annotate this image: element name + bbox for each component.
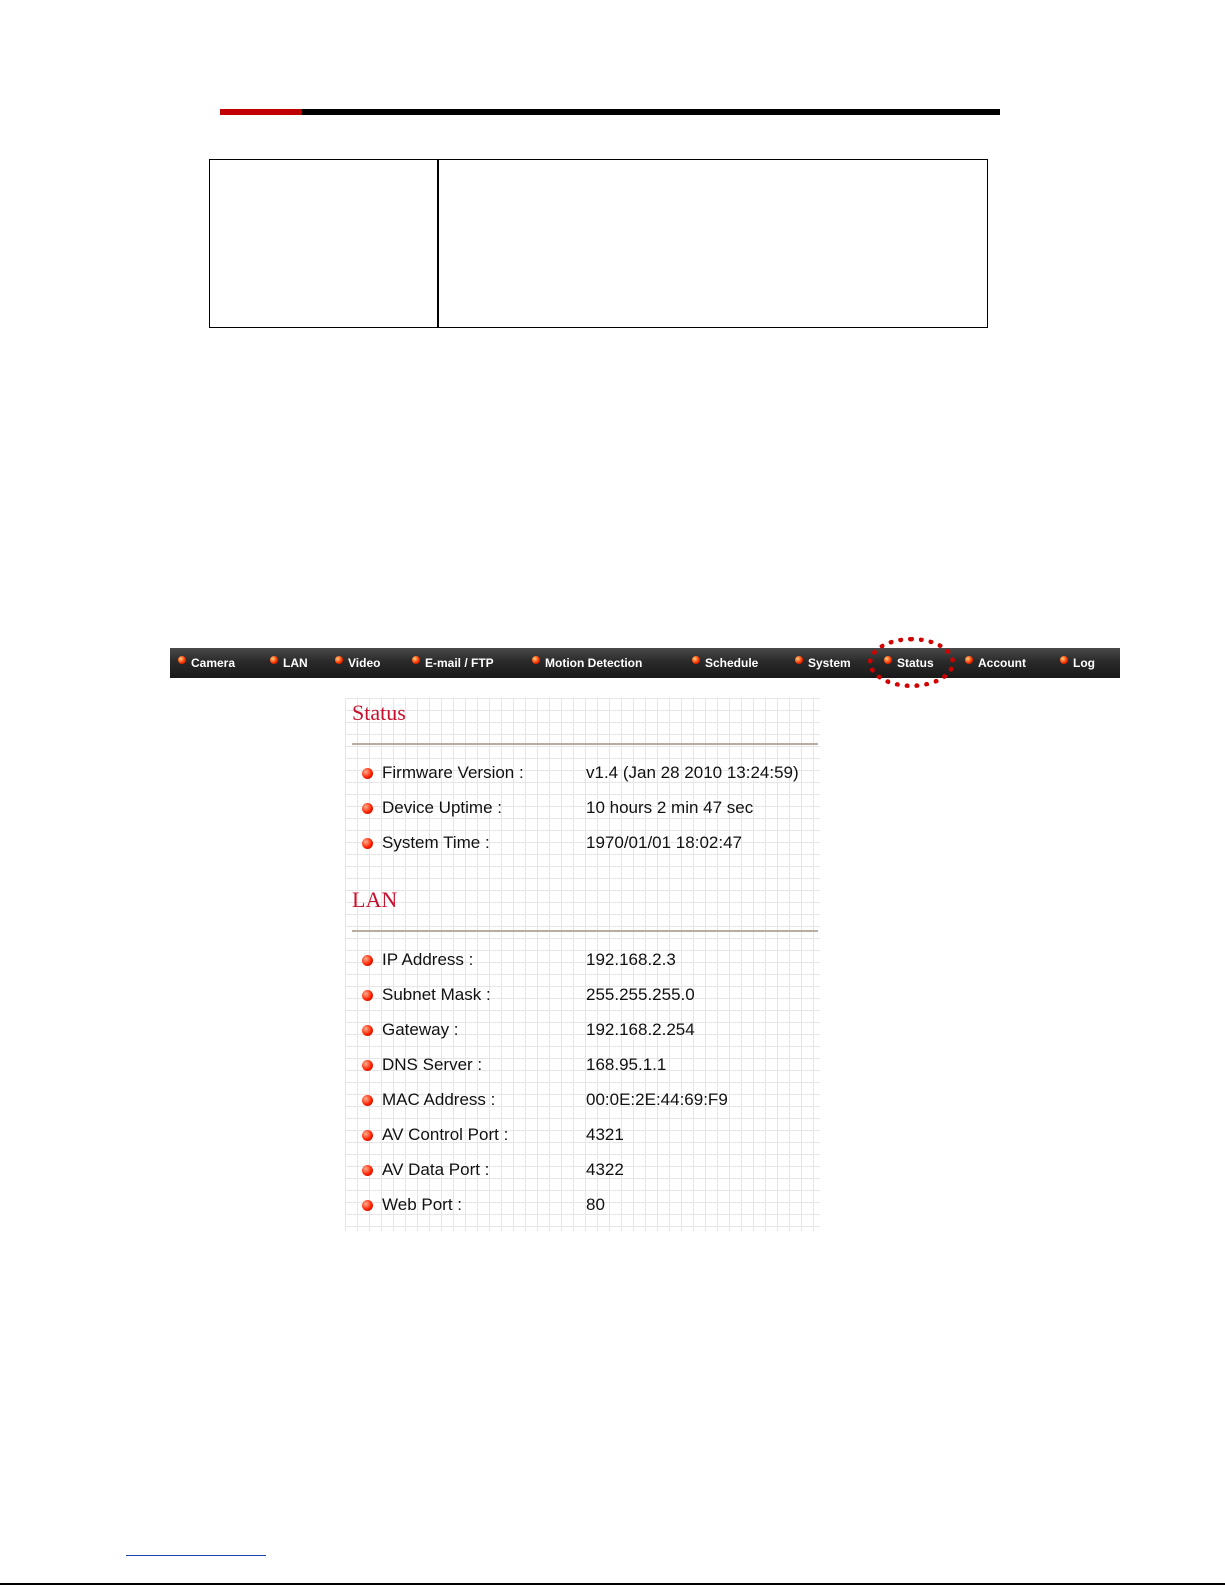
header-rule-accent [220,109,302,115]
bullet-icon [692,656,700,664]
status-row-system-time [362,831,822,855]
nav-item-label: Camera [191,656,236,670]
nav-item-status[interactable] [884,648,934,678]
row-label: System Time : [382,833,490,852]
bullet-icon [178,656,186,664]
lan-section-title: LAN [352,887,398,912]
nav-item-label: Schedule [705,656,759,670]
bullet-icon [795,656,803,664]
nav-item-schedule[interactable] [692,648,758,678]
status-panel [345,698,820,1231]
nav-item-account[interactable] [965,648,1026,678]
nav-item-label: Log [1073,656,1095,670]
row-value: 80 [586,1195,605,1214]
bullet-icon [362,838,373,849]
row-label: MAC Address : [382,1090,496,1109]
footer-link-underline [126,1555,266,1556]
bullet-icon [362,1130,373,1141]
lan-row-subnet-mask [362,983,822,1007]
row-label: DNS Server : [382,1055,483,1074]
nav-item-label: System [808,656,851,670]
bullet-icon [412,656,420,664]
nav-item-motion-detection[interactable] [532,648,642,678]
lan-row-gateway [362,1018,822,1042]
row-label: IP Address : [382,950,474,969]
row-value: 4322 [586,1160,624,1179]
nav-bar [170,648,1120,678]
status-row-firmware [362,761,822,785]
lan-row-av-control-port [362,1123,822,1147]
bullet-icon [1060,656,1068,664]
lan-row-dns-server [362,1053,822,1077]
row-label: Device Uptime : [382,798,502,817]
bullet-icon [362,803,373,814]
row-value: 10 hours 2 min 47 sec [586,798,754,817]
row-label: Firmware Version : [382,763,524,782]
row-value: 255.255.255.0 [586,985,695,1004]
lan-row-mac-address [362,1088,822,1112]
row-label: AV Data Port : [382,1160,490,1179]
row-label: Gateway : [382,1020,459,1039]
bullet-icon [965,656,973,664]
row-label: AV Control Port : [382,1125,509,1144]
row-label: Web Port : [382,1195,462,1214]
row-value: 192.168.2.3 [586,950,676,969]
nav-item-label: Motion Detection [545,656,643,670]
bullet-icon [362,1025,373,1036]
bullet-icon [362,990,373,1001]
nav-item-label: LAN [283,656,308,670]
row-value: 00:0E:2E:44:69:F9 [586,1090,728,1109]
nav-item-video[interactable] [335,648,380,678]
bullet-icon [335,656,343,664]
nav-item-label: Video [348,656,381,670]
nav-item-email-ftp[interactable] [412,648,494,678]
nav-item-label: Account [978,656,1026,670]
bullet-icon [362,1060,373,1071]
row-value: 4321 [586,1125,624,1144]
table-column-divider [437,160,439,327]
row-value: v1.4 (Jan 28 2010 13:24:59) [586,763,799,782]
bullet-icon [362,1095,373,1106]
status-row-uptime [362,796,822,820]
nav-item-system[interactable] [795,648,851,678]
nav-item-label: E-mail / FTP [425,656,494,670]
bullet-icon [884,656,892,664]
lan-section-rule [352,930,818,932]
lan-row-ip-address [362,948,822,972]
row-label: Subnet Mask : [382,985,491,1004]
nav-item-log[interactable] [1060,648,1095,678]
row-value: 1970/01/01 18:02:47 [586,833,742,852]
row-value: 192.168.2.254 [586,1020,695,1039]
empty-table [209,159,988,328]
lan-row-web-port [362,1193,822,1217]
bullet-icon [362,1165,373,1176]
nav-item-camera[interactable] [178,648,235,678]
nav-item-label: Status [897,656,934,670]
bullet-icon [362,955,373,966]
lan-row-av-data-port [362,1158,822,1182]
bullet-icon [532,656,540,664]
bullet-icon [362,768,373,779]
nav-item-lan[interactable] [270,648,308,678]
bullet-icon [362,1200,373,1211]
bullet-icon [270,656,278,664]
header-rule [220,109,1000,115]
status-section-title: Status [352,700,406,725]
status-section-rule [352,743,818,745]
row-value: 168.95.1.1 [586,1055,667,1074]
